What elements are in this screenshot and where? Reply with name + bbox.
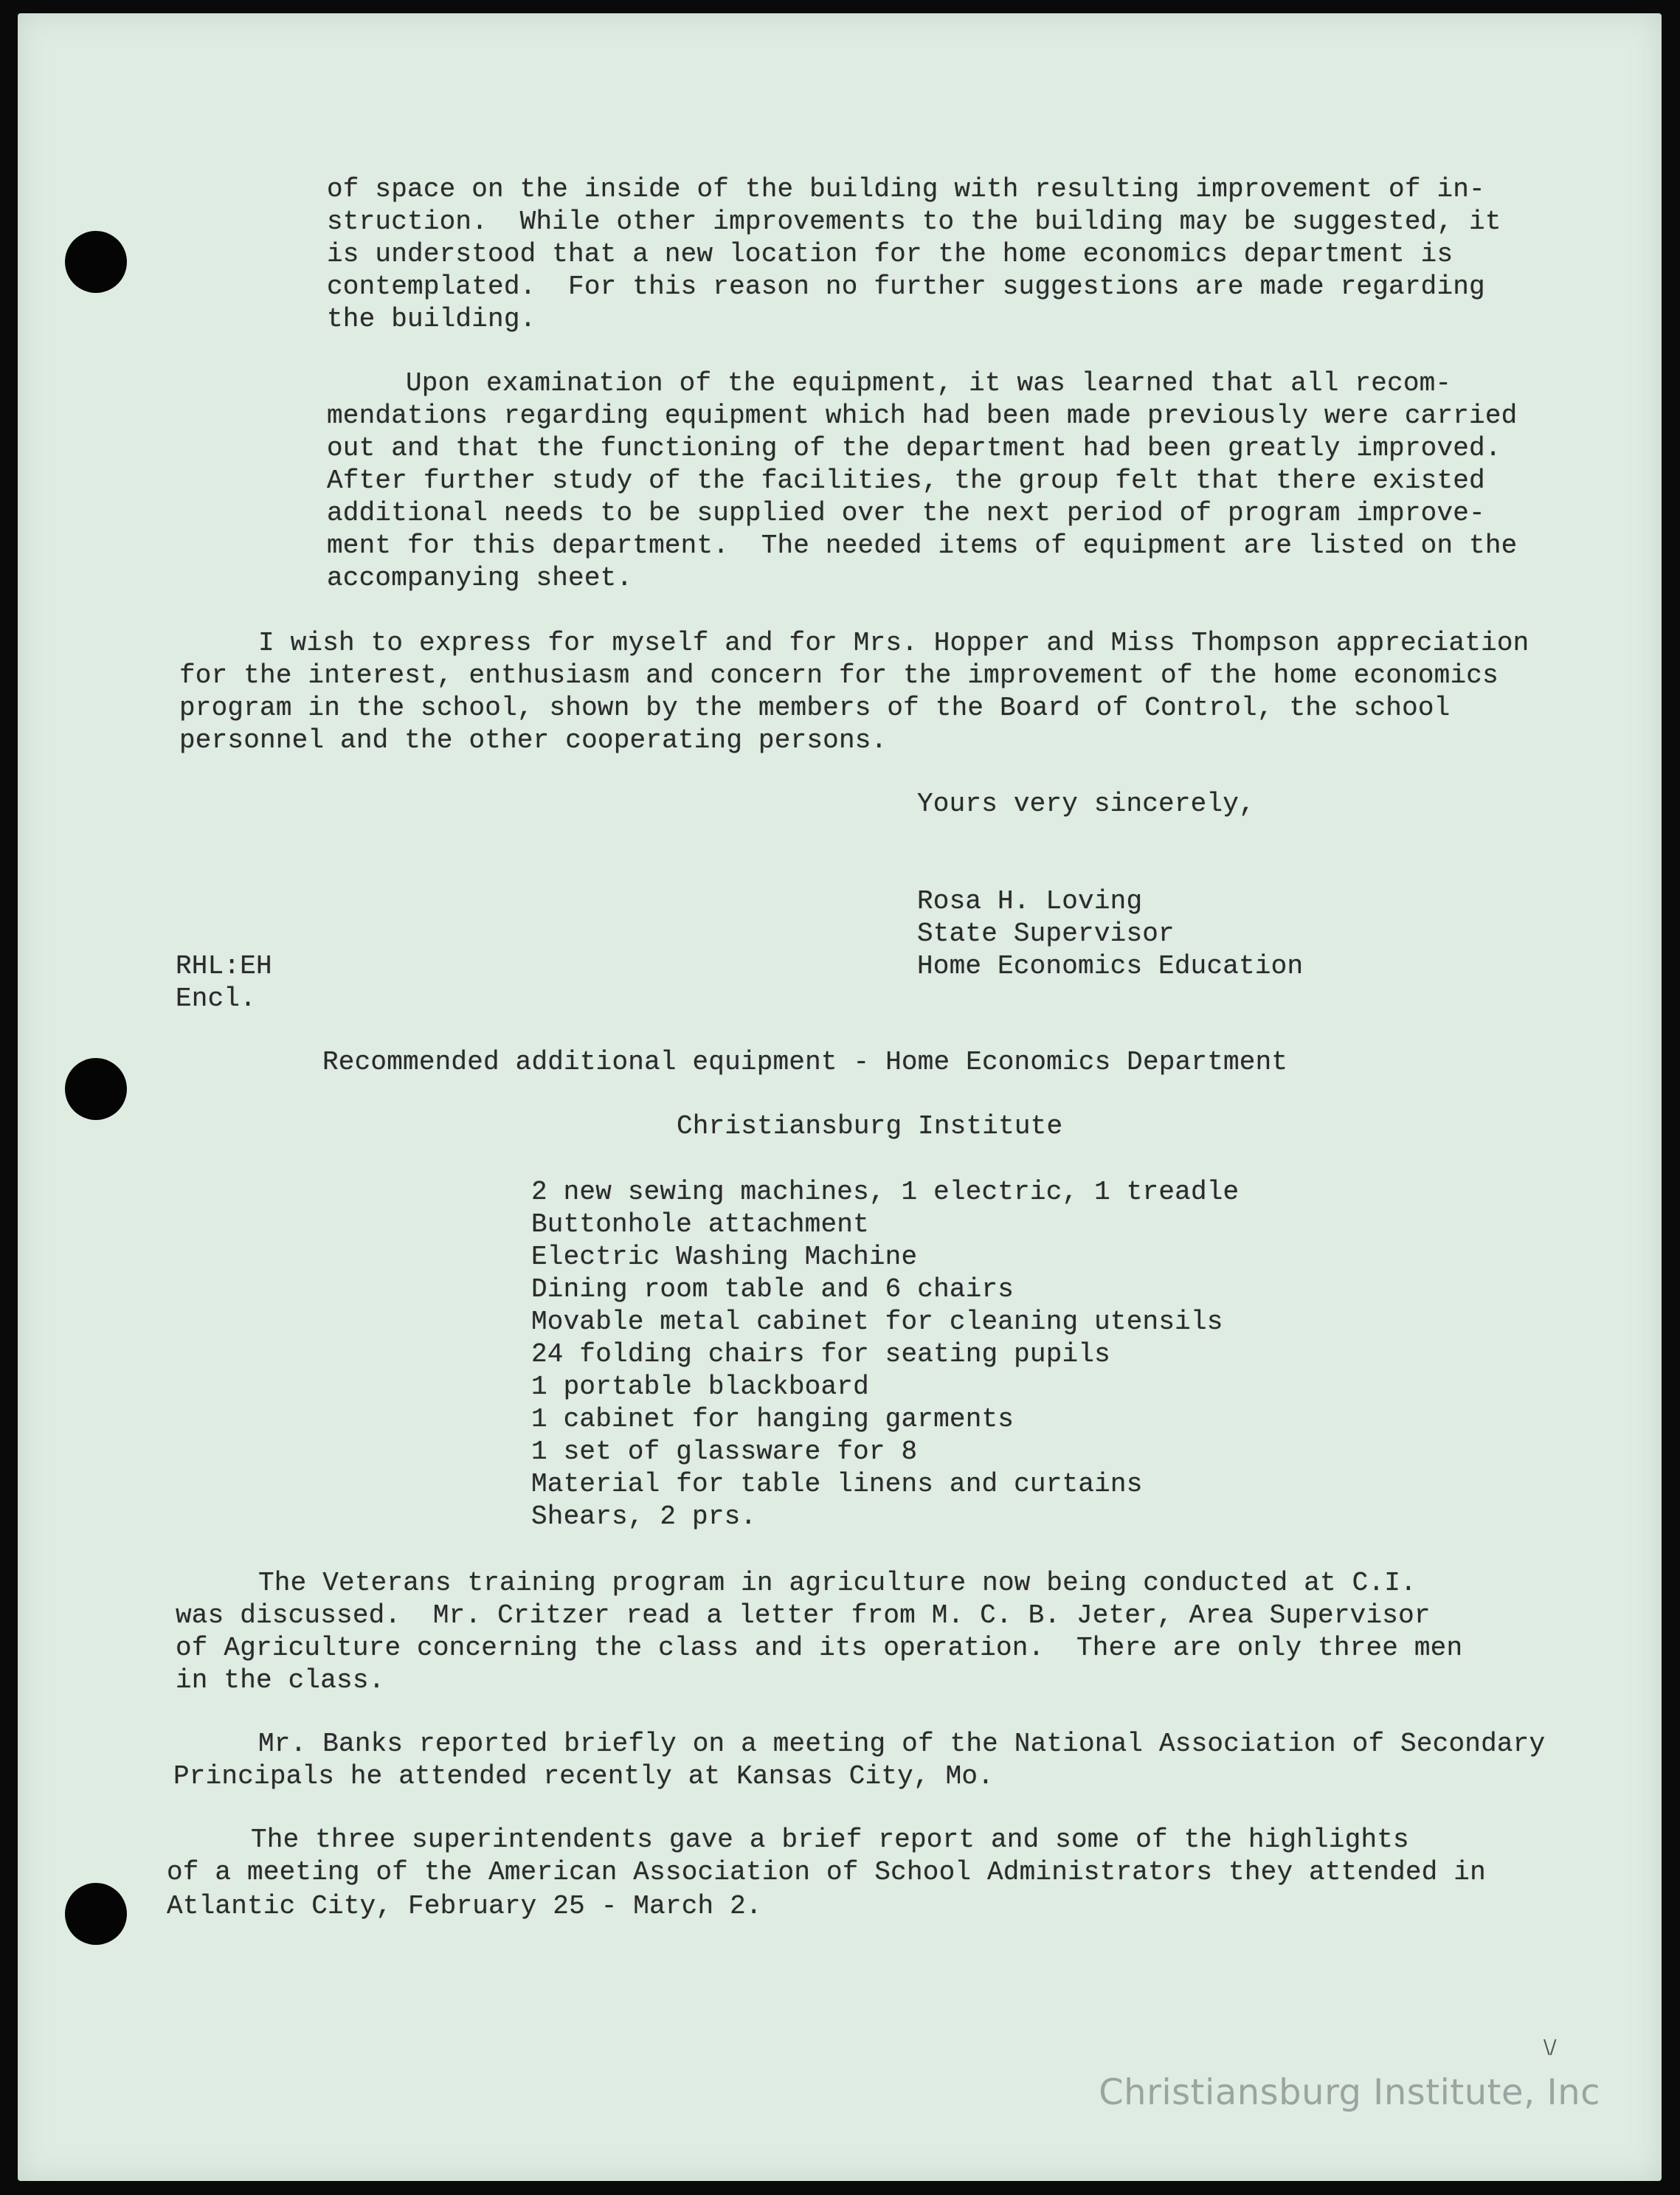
paragraph-banks-line: Principals he attended recently at Kansas City, Mo. <box>173 1761 994 1791</box>
paragraph-veterans-line: in the class. <box>176 1665 385 1695</box>
institution-name: Christiansburg Institute <box>677 1111 1063 1141</box>
equipment-item: 1 portable blackboard <box>531 1372 869 1402</box>
paragraph-appreciation-line: for the interest, enthusiasm and concern for the improvement of the home economics <box>179 660 1498 691</box>
reference-initials: RHL:EH <box>176 951 272 981</box>
paragraph-building-line: the building. <box>327 304 536 334</box>
paragraph-superintendents-line: The three superintendents gave a brief report and some of the highlights <box>251 1825 1409 1855</box>
paragraph-appreciation-line: personnel and the other cooperating persons. <box>179 725 888 756</box>
paragraph-veterans-line: The Veterans training program in agriculture now being conducted at C.I. <box>258 1568 1417 1598</box>
binder-hole-middle <box>65 1058 127 1120</box>
paragraph-building-line: is understood that a new location for the home economics department is <box>327 239 1453 269</box>
paragraph-banks-line: Mr. Banks reported briefly on a meeting of the National Association of Secondary <box>258 1729 1546 1759</box>
equipment-item: 1 set of glassware for 8 <box>531 1437 918 1467</box>
paragraph-appreciation-line: I wish to express for myself and for Mrs. Hopper and Miss Thompson appreciation <box>258 628 1529 658</box>
paragraph-building-line: of space on the inside of the building with resulting improvement of in- <box>327 174 1485 204</box>
paragraph-building-line: contemplated. For this reason no further suggestions are made regarding <box>327 272 1485 302</box>
closing: Yours very sincerely, <box>917 789 1255 819</box>
equipment-item: Buttonhole attachment <box>531 1209 869 1240</box>
equipment-item: Movable metal cabinet for cleaning utensils <box>531 1307 1223 1337</box>
paragraph-veterans-line: was discussed. Mr. Critzer read a letter from M. C. B. Jeter, Area Supervisor <box>176 1600 1431 1631</box>
watermark: Christiansburg Institute, Inc <box>1099 2072 1600 2113</box>
paragraph-equipment-line: ment for this department. The needed items of equipment are listed on the <box>327 530 1518 561</box>
binder-hole-top <box>65 231 127 293</box>
equipment-item: Electric Washing Machine <box>531 1242 918 1272</box>
equipment-item: 24 folding chairs for seating pupils <box>531 1339 1110 1369</box>
paragraph-equipment-line: accompanying sheet. <box>327 563 633 593</box>
signature-title: State Supervisor <box>917 919 1175 949</box>
paragraph-equipment-line: Upon examination of the equipment, it was learned that all recom- <box>406 368 1452 398</box>
paragraph-superintendents-line: Atlantic City, February 25 - March 2. <box>167 1891 762 1921</box>
paragraph-building-line: struction. While other improvements to the building may be suggested, it <box>327 207 1501 237</box>
equipment-item: 2 new sewing machines, 1 electric, 1 treadle <box>531 1177 1240 1207</box>
enclosure-note: Encl. <box>176 984 257 1014</box>
paragraph-equipment-line: additional needs to be supplied over the next period of program improve- <box>327 498 1485 528</box>
paragraph-equipment-line: mendations regarding equipment which had been made previously were carried <box>327 401 1518 431</box>
equipment-item: Material for table linens and curtains <box>531 1469 1143 1499</box>
paragraph-superintendents-line: of a meeting of the American Association of School Administrators they attended in <box>167 1857 1486 1887</box>
pencil-mark: \/ <box>1544 2036 1557 2059</box>
paragraph-appreciation-line: program in the school, shown by the members of the Board of Control, the school <box>179 693 1451 723</box>
equipment-item: Dining room table and 6 chairs <box>531 1274 1014 1304</box>
paragraph-equipment-line: out and that the functioning of the department had been greatly improved. <box>327 433 1501 463</box>
paragraph-veterans-line: of Agriculture concerning the class and its operation. There are only three men <box>176 1633 1463 1663</box>
equipment-item: Shears, 2 prs. <box>531 1501 757 1532</box>
binder-hole-bottom <box>65 1883 127 1945</box>
signature-name: Rosa H. Loving <box>917 886 1143 916</box>
signature-department: Home Economics Education <box>917 951 1304 981</box>
equipment-heading: Recommended additional equipment - Home Economics Department <box>322 1047 1288 1077</box>
paragraph-equipment-line: After further study of the facilities, the group felt that there existed <box>327 466 1485 496</box>
equipment-item: 1 cabinet for hanging garments <box>531 1404 1014 1434</box>
